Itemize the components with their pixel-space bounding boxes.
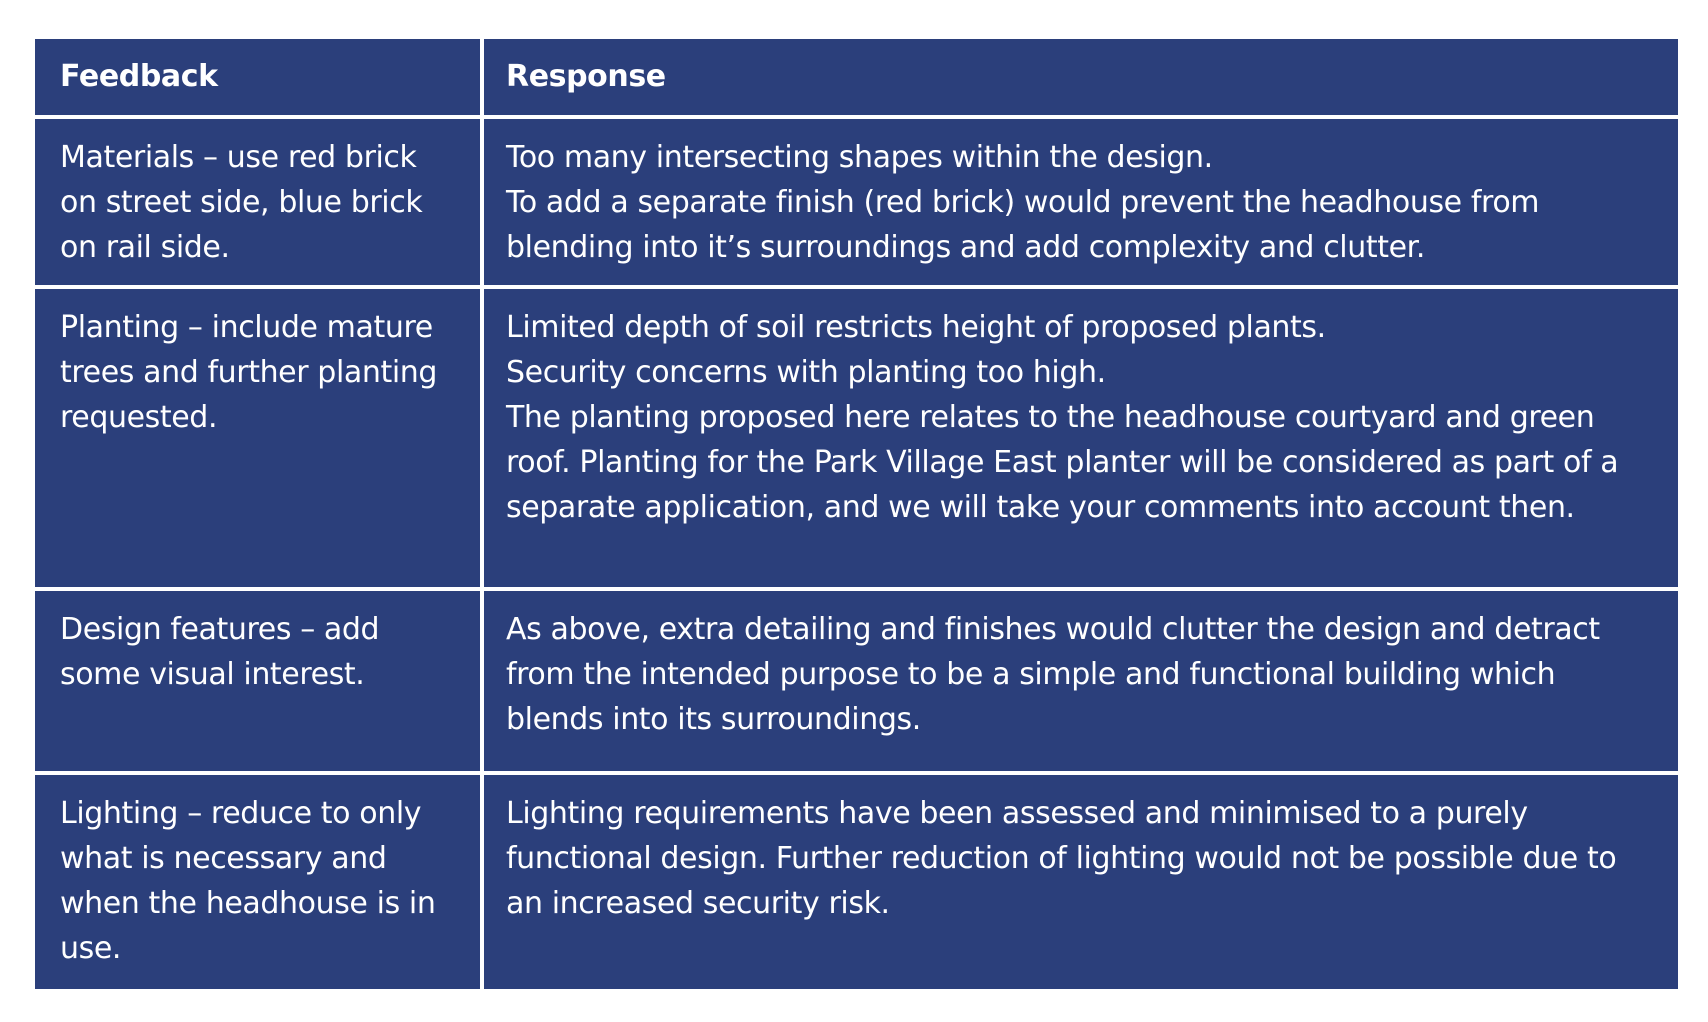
- feedback-response-table: [35, 39, 1678, 989]
- header-response: Response: [484, 39, 1678, 119]
- response-line: Lighting requirements have been assessed and minimised to a purely functional design. Further reduction of lighting would not be possible due to an increased security risk.: [506, 796, 1617, 921]
- feedback-cell-planting: Planting – include mature trees and further planting requested.: [35, 289, 480, 591]
- feedback-cell-design-features: Design features – add some visual interest.: [35, 591, 480, 775]
- response-cell-materials: [484, 119, 1678, 289]
- response-line: Limited depth of soil restricts height of proposed plants.: [506, 310, 1326, 345]
- response-line: Too many intersecting shapes within the design.: [506, 140, 1213, 175]
- response-line: Security concerns with planting too high.: [506, 355, 1106, 390]
- response-line: To add a separate finish (red brick) would prevent the headhouse from blending into it’s surroundings and add complexity and clutter.: [506, 185, 1540, 265]
- response-cell-planting: [484, 289, 1678, 591]
- response-cell-lighting: [484, 775, 1678, 989]
- feedback-cell-materials: Materials – use red brick on street side, blue brick on rail side.: [35, 119, 480, 289]
- feedback-cell-lighting: Lighting – reduce to only what is necessary and when the headhouse is in use.: [35, 775, 480, 989]
- response-line: As above, extra detailing and finishes would clutter the design and detract from the intended purpose to be a simple and functional building which blends into its surroundings.: [506, 612, 1600, 737]
- response-line: The planting proposed here relates to the headhouse courtyard and green roof. Planting for the Park Village East planter will be considered as part of a separate application, and we will take your comments into account then.: [506, 400, 1619, 525]
- response-cell-design-features: [484, 591, 1678, 775]
- header-feedback: Feedback: [35, 39, 480, 119]
